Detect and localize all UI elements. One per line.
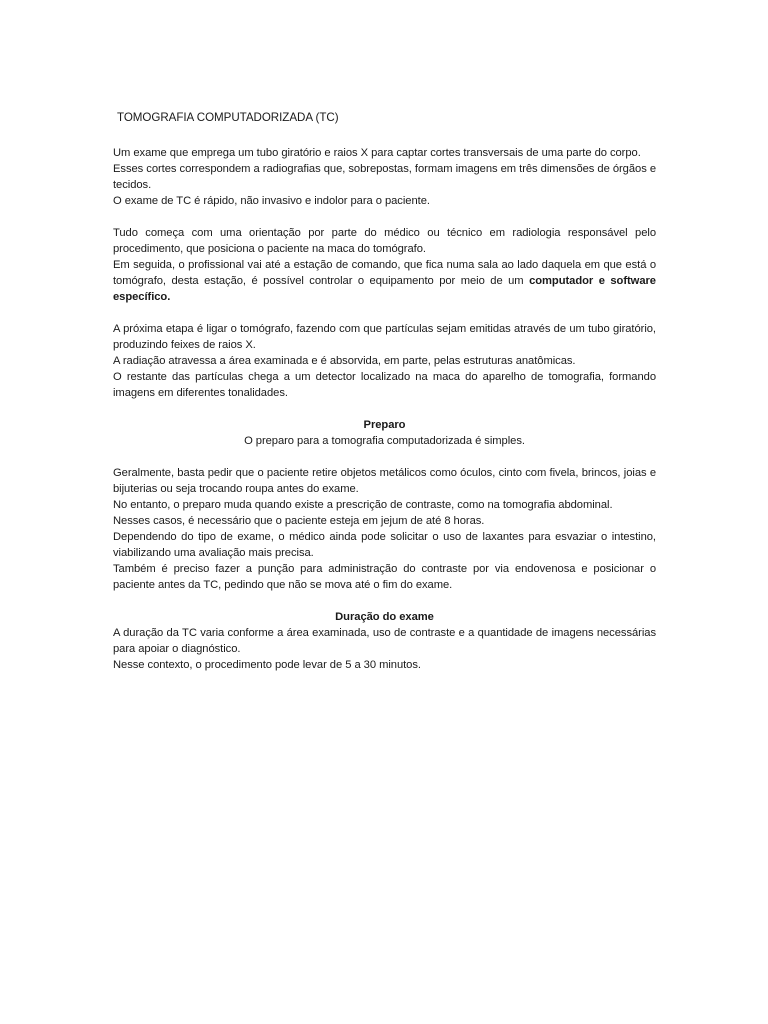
- preparo-heading: Preparo: [363, 419, 406, 431]
- duracao-paragraph-2: Nesse contexto, o procedimento pode levar de 5 a 30 minutos.: [113, 659, 421, 671]
- procedure-paragraph-1: Tudo começa com uma orientação por parte do médico ou técnico em radiologia responsável pelo procedimento, que posiciona o paciente na maca do tomógrafo.: [113, 227, 656, 255]
- preparo-paragraph-4: Dependendo do tipo de exame, o médico ainda pode solicitar o uso de laxantes para esvaziar o intestino, viabilizando uma avaliação mais precisa.: [113, 531, 656, 559]
- preparo-paragraph-1: Geralmente, basta pedir que o paciente retire objetos metálicos como óculos, cinto com fivela, brincos, joias e bijuterias ou seja trocando roupa antes do exame.: [113, 467, 656, 495]
- duracao-heading: Duração do exame: [335, 611, 434, 623]
- duracao-paragraph-1: A duração da TC varia conforme a área examinada, uso de contraste e a quantidade de imagens necessárias para apoiar o diagnóstico.: [113, 627, 656, 655]
- intro-paragraph-3: O exame de TC é rápido, não invasivo e indolor para o paciente.: [113, 195, 430, 207]
- preparo-paragraph-3: Nesses casos, é necessário que o paciente esteja em jejum de até 8 horas.: [113, 515, 485, 527]
- intro-paragraph-2: Esses cortes correspondem a radiografias que, sobrepostas, formam imagens em três dimensões de órgãos e tecidos.: [113, 163, 656, 191]
- paragraph-spacer: [113, 449, 656, 465]
- preparo-paragraph-2: No entanto, o preparo muda quando existe a prescrição de contraste, como na tomografia abdominal.: [113, 499, 613, 511]
- intro-paragraph-1: Um exame que emprega um tubo giratório e raios X para captar cortes transversais de uma parte do corpo.: [113, 147, 641, 159]
- procedure-paragraph-2: [113, 257, 656, 305]
- procedure-paragraph-2-text: Em seguida, o profissional vai até a estação de comando, que fica numa sala ao lado daquela em que está o tomógrafo, desta estação, é possível controlar o equipamento por meio de um: [113, 259, 656, 287]
- process-paragraph-3: O restante das partículas chega a um detector localizado na maca do aparelho de tomografia, formando imagens em diferentes tonalidades.: [113, 371, 656, 399]
- process-paragraph-1: A próxima etapa é ligar o tomógrafo, fazendo com que partículas sejam emitidas através de um tubo giratório, produzindo feixes de raios X.: [113, 323, 656, 351]
- preparo-subtitle: O preparo para a tomografia computadorizada é simples.: [244, 435, 525, 447]
- document-title: TOMOGRAFIA COMPUTADORIZADA (TC): [117, 111, 339, 124]
- document-page: [113, 110, 656, 673]
- paragraph-spacer: [113, 209, 656, 225]
- process-paragraph-2: A radiação atravessa a área examinada e é absorvida, em parte, pelas estruturas anatômicas.: [113, 355, 576, 367]
- paragraph-spacer: [113, 305, 656, 321]
- paragraph-spacer: [113, 593, 656, 609]
- procedure-paragraph-2-bold: computador e software específico.: [113, 275, 656, 303]
- paragraph-spacer: [113, 401, 656, 417]
- preparo-paragraph-5: Também é preciso fazer a punção para administração do contraste por via endovenosa e posicionar o paciente antes da TC, pedindo que não se mova até o fim do exame.: [113, 563, 656, 591]
